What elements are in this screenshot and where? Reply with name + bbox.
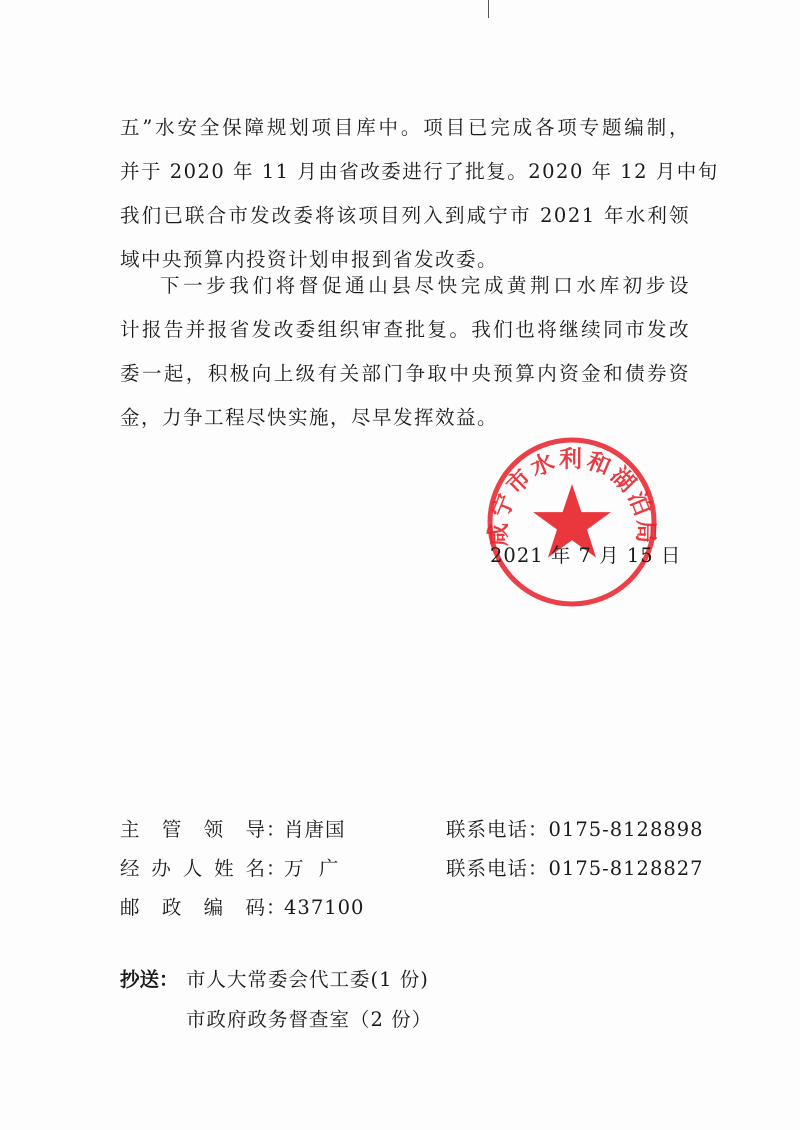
cc-item-2: 市政府政务督查室（2 份） [186,1008,433,1031]
phone-row-2 [446,851,704,887]
paragraph-2-line-3: 委一起，积极向上级有关部门争取中央预算内资金和债券资 [120,362,690,385]
cc-item-1: 市人大常委会代工委(1 份) [186,968,429,991]
paragraph-2 [120,264,690,440]
paragraph-1-line-2: 并于 2020 年 11 月由省改委进行了批复。2020 年 12 月中旬 [120,160,719,183]
phone-label-2: 联系电话： [446,857,549,880]
phone-row-1 [446,812,704,848]
leader-value: 肖唐国 [284,818,346,841]
handler-value: 万 广 [284,857,340,880]
cc-label: 抄送： [120,968,179,991]
postcode-label: 邮政编码 [120,896,266,919]
paragraph-1-line-3: 我们已联合市发改委将该项目列入到咸宁市 2021 年水利领 [120,204,690,227]
postcode-colon: ： [266,896,287,919]
handler-label: 经办人姓名 [120,857,266,880]
handler-row [120,851,339,887]
phone-label-1: 联系电话： [446,818,549,841]
postcode-row [120,890,364,926]
official-seal [482,432,662,612]
phone-value-2: 0175-8128827 [548,857,704,880]
leader-row [120,812,346,848]
leader-colon: ： [266,818,287,841]
handler-colon: ： [266,857,287,880]
document-date: 2021 年 7 月 15 日 [490,544,682,567]
paragraph-2-line-4: 金，力争工程尽快实施，尽早发挥效益。 [120,406,499,429]
leader-label: 主管领导 [120,818,266,841]
paragraph-1 [120,106,719,282]
seal-text: 咸宁市水利和湖泊局 [485,446,659,547]
paragraph-2-line-1: 下一步我们将督促通山县尽快完成黄荆口水库初步设 [160,274,690,297]
paragraph-1-line-1: 五”水安全保障规划项目库中。项目已完成各项专题编制， [120,116,690,139]
phone-value-1: 0175-8128898 [548,818,704,841]
postcode-value: 437100 [284,896,365,919]
paragraph-1-line-4: 域中央预算内投资计划申报到省发改委。 [120,248,499,271]
scan-mark [488,0,489,18]
paragraph-2-line-2: 计报告并报省发改委组织审查批复。我们也将继续同市发改 [120,318,690,341]
